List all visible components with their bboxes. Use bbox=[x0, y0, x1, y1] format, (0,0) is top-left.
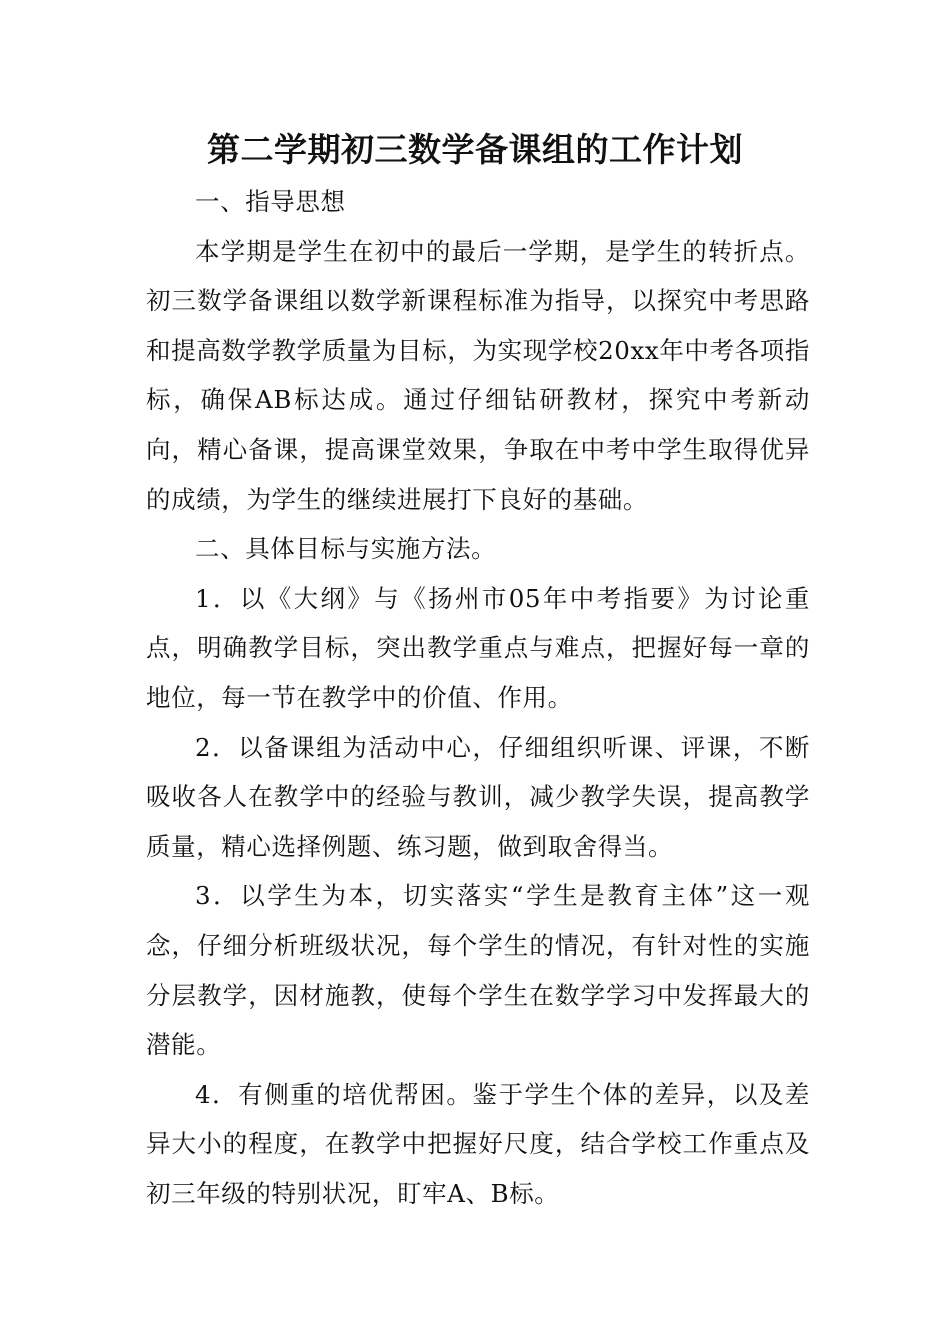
paragraph-guiding-thought: 本学期是学生在初中的最后一学期，是学生的转折点。初三数学备课组以数学新课程标准为指导，以探究中考思路和提高数学教学质量为目标，为实现学校20xx年中考各项指标，确保AB标达成。通过仔细钻研教材，探究中考新动向，精心备课，提高课堂效果，争取在中考中学生取得优异的成绩，为学生的继续进展打下良好的基础。 bbox=[146, 236, 810, 514]
paragraph-item-4: 4．有侧重的培优帮困。鉴于学生个体的差异，以及差异大小的程度，在教学中把握好尺度，结合学校工作重点及初三年级的特别状况，盯牢A、B标。 bbox=[146, 1079, 810, 1208]
document-title: 第二学期初三数学备课组的工作计划 bbox=[207, 130, 743, 169]
document-body bbox=[146, 177, 810, 1218]
section-heading-guiding-thought: 一、指导思想 bbox=[195, 187, 346, 216]
paragraph-item-1: 1．以《大纲》与《扬州市05年中考指要》为讨论重点，明确教学目标，突出教学重点与难点，把握好每一章的地位，每一节在教学中的价值、作用。 bbox=[146, 583, 810, 712]
paragraph-item-3: 3．以学生为本，切实落实“学生是教育主体”这一观念，仔细分析班级状况，每个学生的情况，有针对性的实施分层教学，因材施教，使每个学生在数学学习中发挥最大的潜能。 bbox=[146, 881, 810, 1060]
paragraph-item-2: 2．以备课组为活动中心，仔细组织听课、评课，不断吸收各人在教学中的经验与教训，减少教学失误，提高教学质量，精心选择例题、练习题，做到取舍得当。 bbox=[146, 732, 810, 861]
section-heading-goals-methods: 二、具体目标与实施方法。 bbox=[195, 534, 497, 564]
